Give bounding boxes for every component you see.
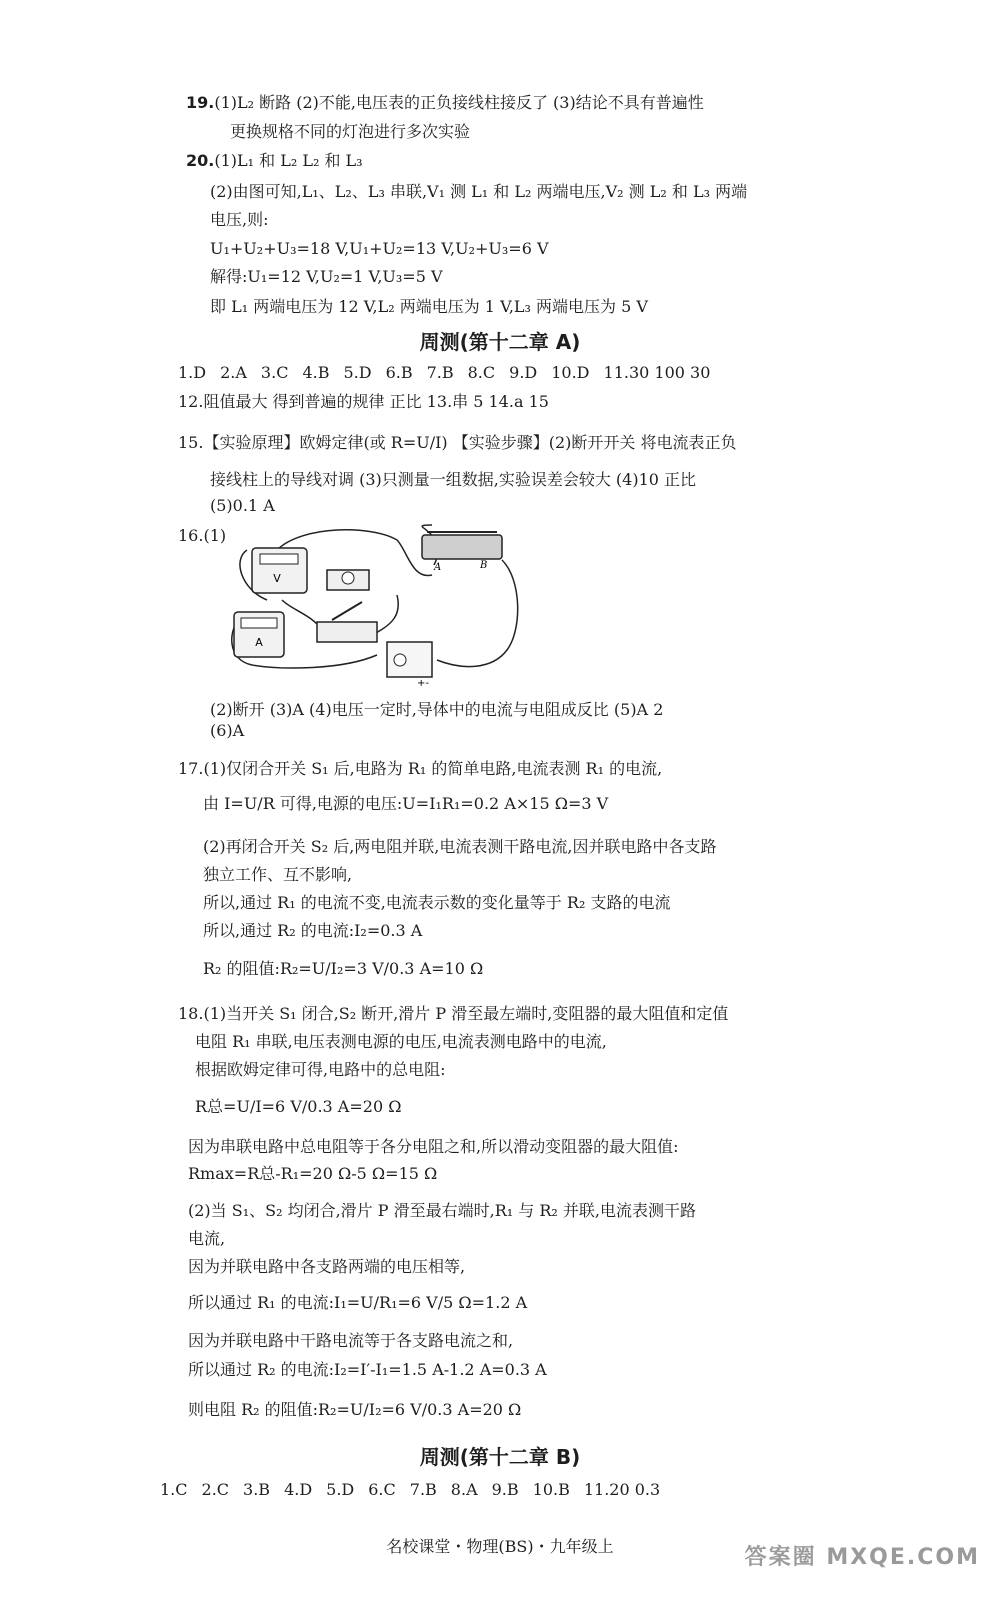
section-a-title: 周测(第十二章 A) bbox=[419, 330, 581, 354]
q18-line4: R总=U/I=6 V/0.3 A=20 Ω bbox=[195, 1097, 402, 1116]
section-a-answer: 7.B bbox=[426, 363, 454, 382]
voltmeter-label: V bbox=[273, 572, 281, 585]
q18-line2: 电阻 R₁ 串联,电压表测电源的电压,电流表测电路中的电流, bbox=[195, 1032, 607, 1051]
q20-line5: 解得:U₁=12 V,U₂=1 V,U₃=5 V bbox=[210, 267, 443, 286]
q18-line8: 电流, bbox=[188, 1229, 226, 1248]
wire-switch bbox=[282, 600, 322, 630]
section-a-answer: 4.B bbox=[302, 363, 330, 382]
rheostat-label-b: B bbox=[480, 560, 488, 571]
q18-line10: 所以通过 R₁ 的电流:I₁=U/R₁=6 V/5 Ω=1.2 A bbox=[188, 1293, 528, 1312]
q18-line5: 因为串联电路中总电阻等于各分电阻之和,所以滑动变阻器的最大阻值: bbox=[188, 1137, 679, 1156]
ammeter-label: A bbox=[255, 636, 263, 649]
circuit-diagram bbox=[222, 520, 532, 690]
section-b-answer: 11.20 0.3 bbox=[583, 1480, 661, 1499]
q20-line2: (2)由图可知,L₁、L₂、L₃ 串联,V₁ 测 L₁ 和 L₂ 两端电压,V₂ 测 L₂ 和 L₃ 两端 bbox=[210, 182, 748, 201]
section-b-answer: 4.D bbox=[284, 1480, 313, 1499]
section-a-answer: 6.B bbox=[385, 363, 413, 382]
q15-line1: 15.【实验原理】欧姆定律(或 R=U/I) 【实验步骤】(2)断开开关 将电流表正负 bbox=[178, 433, 737, 452]
section-a-answer: 9.D bbox=[509, 363, 538, 382]
q19-line2: 更换规格不同的灯泡进行多次实验 bbox=[230, 122, 471, 141]
q17-line1: 17.(1)仅闭合开关 S₁ 后,电路为 R₁ 的简单电路,电流表测 R₁ 的电流, bbox=[178, 759, 663, 778]
section-b-answer: 6.C bbox=[368, 1480, 396, 1499]
rheostat bbox=[422, 535, 502, 559]
section-a-answers bbox=[178, 362, 724, 384]
q18-line12: 所以通过 R₂ 的电流:I₂=I′-I₁=1.5 A-1.2 A=0.3 A bbox=[188, 1360, 547, 1379]
wire-battery-right bbox=[437, 560, 518, 667]
section-b-answer: 1.C bbox=[160, 1480, 188, 1499]
q20-text-1: (1)L₁ 和 L₂ L₂ 和 L₃ bbox=[214, 151, 363, 170]
section-b-title: 周测(第十二章 B) bbox=[419, 1445, 581, 1469]
section-a-answer: 10.D bbox=[551, 363, 590, 382]
section-a-answer: 11.30 100 30 bbox=[603, 363, 711, 382]
q18-line6: Rmax=R总-R₁=20 Ω-5 Ω=15 Ω bbox=[188, 1164, 438, 1183]
q16-line3: (6)A bbox=[210, 721, 245, 740]
section-b-answer: 9.B bbox=[491, 1480, 519, 1499]
rheostat-label-a: A bbox=[434, 562, 442, 573]
section-b-answer: 10.B bbox=[532, 1480, 570, 1499]
q18-line1: 18.(1)当开关 S₁ 闭合,S₂ 断开,滑片 P 滑至最左端时,变阻器的最大阻值和定值 bbox=[178, 1004, 729, 1023]
battery-terminal-icon bbox=[394, 654, 406, 666]
section-a-answer: 8.C bbox=[467, 363, 496, 382]
q18-line9: 因为并联电路中各支路两端的电压相等, bbox=[188, 1257, 466, 1276]
q15-line2: 接线柱上的导线对调 (3)只测量一组数据,实验误差会较大 (4)10 正比 bbox=[210, 470, 697, 489]
page-footer: 名校课堂・物理(BS)・九年级上 bbox=[386, 1537, 614, 1556]
q17-line2: 由 I=U/R 可得,电源的电压:U=I₁R₁=0.2 A×15 Ω=3 V bbox=[203, 794, 609, 813]
q16-number: 16.(1) bbox=[178, 526, 227, 545]
q12-14-line: 12.阻值最大 得到普遍的规律 正比 13.串 5 14.a 15 bbox=[178, 392, 549, 411]
q17-line6: 所以,通过 R₂ 的电流:I₂=0.3 A bbox=[203, 921, 423, 940]
lamp-icon bbox=[342, 572, 354, 584]
section-b-answers bbox=[160, 1479, 674, 1501]
section-a-answer: 3.C bbox=[260, 363, 289, 382]
q20-number: 20. bbox=[186, 151, 215, 170]
q18-line13: 则电阻 R₂ 的阻值:R₂=U/I₂=6 V/0.3 A=20 Ω bbox=[188, 1400, 522, 1419]
q19-number: 19. bbox=[186, 93, 215, 112]
q20-line6: 即 L₁ 两端电压为 12 V,L₂ 两端电压为 1 V,L₃ 两端电压为 5 V bbox=[210, 297, 648, 316]
section-b-answer: 2.C bbox=[201, 1480, 230, 1499]
section-b-answer: 8.A bbox=[450, 1480, 478, 1499]
q16-line2: (2)断开 (3)A (4)电压一定时,导体中的电流与电阻成反比 (5)A 2 bbox=[210, 700, 664, 719]
q15-line3: (5)0.1 A bbox=[210, 496, 275, 515]
battery-polarity: +- bbox=[417, 678, 429, 689]
section-a-answer: 5.D bbox=[343, 363, 372, 382]
section-a-answer: 2.A bbox=[220, 363, 247, 382]
section-a-answer: 1.D bbox=[178, 363, 207, 382]
section-b-answer: 7.B bbox=[409, 1480, 437, 1499]
q17-line7: R₂ 的阻值:R₂=U/I₂=3 V/0.3 A=10 Ω bbox=[203, 959, 484, 978]
q20-line1 bbox=[186, 150, 363, 172]
switch-blade bbox=[332, 602, 362, 620]
q19-text-1: (1)L₂ 断路 (2)不能,电压表的正负接线柱接反了 (3)结论不具有普遍性 bbox=[214, 93, 704, 112]
ammeter-scale bbox=[241, 618, 277, 628]
q20-line3: 电压,则: bbox=[210, 210, 269, 229]
q17-line5: 所以,通过 R₁ 的电流不变,电流表示数的变化量等于 R₂ 支路的电流 bbox=[203, 893, 671, 912]
q19-line1 bbox=[186, 92, 704, 114]
section-b-answer: 5.D bbox=[326, 1480, 355, 1499]
q18-line3: 根据欧姆定律可得,电路中的总电阻: bbox=[195, 1060, 446, 1079]
section-b-answer: 3.B bbox=[243, 1480, 271, 1499]
q17-line4: 独立工作、互不影响, bbox=[203, 865, 353, 884]
q17-line3: (2)再闭合开关 S₂ 后,两电阻并联,电流表测干路电流,因并联电路中各支路 bbox=[203, 837, 717, 856]
switch bbox=[317, 622, 377, 642]
watermark: 答案圈 MXQE.COM bbox=[744, 1545, 980, 1570]
q20-line4: U₁+U₂+U₃=18 V,U₁+U₂=13 V,U₂+U₃=6 V bbox=[210, 239, 549, 258]
q18-line11: 因为并联电路中干路电流等于各支路电流之和, bbox=[188, 1331, 514, 1350]
q18-line7: (2)当 S₁、S₂ 均闭合,滑片 P 滑至最右端时,R₁ 与 R₂ 并联,电流表测干路 bbox=[188, 1201, 696, 1220]
voltmeter-scale bbox=[260, 554, 298, 564]
